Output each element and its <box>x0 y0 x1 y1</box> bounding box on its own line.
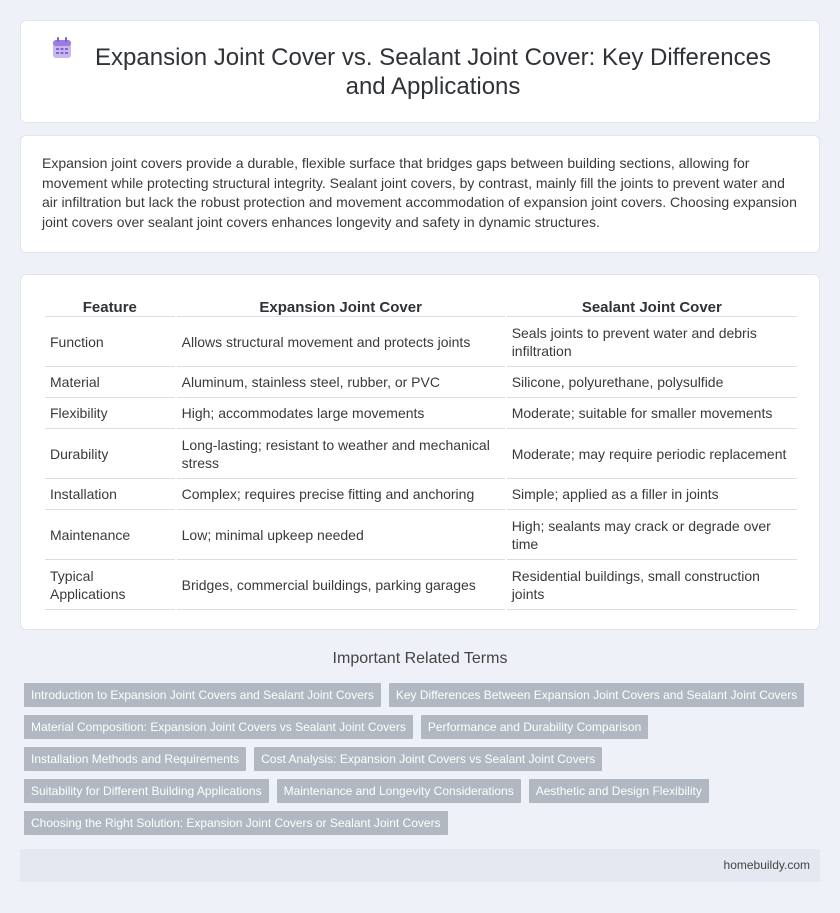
related-term-tag[interactable]: Aesthetic and Design Flexibility <box>529 779 709 803</box>
table-cell: Flexibility <box>45 398 175 429</box>
related-term-tag[interactable]: Cost Analysis: Expansion Joint Covers vs Sealant Joint Covers <box>254 747 602 771</box>
table-row <box>45 398 797 429</box>
intro-paragraph: Expansion joint covers provide a durable, flexible surface that bridges gaps between building sections, allowing for movement while protecting structural integrity. Sealant joint covers, by contrast, mainly fill the joints to prevent water and air infiltration but lack the robust protection and movement accommodation of expansion joint covers. Choosing expansion joint covers over sealant joint covers enhances longevity and safety in dynamic structures. <box>42 155 797 230</box>
table-cell: High; sealants may crack or degrade over time <box>507 510 797 560</box>
table-row <box>45 429 797 479</box>
related-terms-list <box>24 683 814 843</box>
related-term-tag[interactable]: Installation Methods and Requirements <box>24 747 246 771</box>
table-cell: Low; minimal upkeep needed <box>177 510 505 560</box>
table-cell: Simple; applied as a filler in joints <box>507 479 797 510</box>
table-cell: Typical Applications <box>45 560 175 610</box>
table-row <box>45 367 797 398</box>
footer-site-link[interactable]: homebuildy.com <box>723 858 810 872</box>
related-term-tag[interactable]: Key Differences Between Expansion Joint Covers and Sealant Joint Covers <box>389 683 804 707</box>
table-row <box>45 317 797 367</box>
header-expansion-joint-cover: Expansion Joint Cover <box>177 295 505 317</box>
table-cell: Maintenance <box>45 510 175 560</box>
intro-card <box>20 135 820 253</box>
table-cell: Silicone, polyurethane, polysulfide <box>507 367 797 398</box>
table-row <box>45 560 797 610</box>
related-term-tag[interactable]: Material Composition: Expansion Joint Covers vs Sealant Joint Covers <box>24 715 413 739</box>
table-cell: Installation <box>45 479 175 510</box>
related-term-tag[interactable]: Performance and Durability Comparison <box>421 715 648 739</box>
footer <box>20 849 820 882</box>
table-cell: Durability <box>45 429 175 479</box>
table-row <box>45 510 797 560</box>
table-row <box>45 479 797 510</box>
table-cell: Function <box>45 317 175 367</box>
comparison-table-card <box>20 274 820 630</box>
related-term-tag[interactable]: Maintenance and Longevity Considerations <box>277 779 521 803</box>
table-cell: Bridges, commercial buildings, parking garages <box>177 560 505 610</box>
table-cell: Moderate; may require periodic replacement <box>507 429 797 479</box>
table-cell: Allows structural movement and protects joints <box>177 317 505 367</box>
related-term-tag[interactable]: Introduction to Expansion Joint Covers and Sealant Joint Covers <box>24 683 381 707</box>
header-sealant-joint-cover: Sealant Joint Cover <box>507 295 797 317</box>
table-cell: Complex; requires precise fitting and anchoring <box>177 479 505 510</box>
related-term-tag[interactable]: Choosing the Right Solution: Expansion Joint Covers or Sealant Joint Covers <box>24 811 448 835</box>
table-cell: Moderate; suitable for smaller movements <box>507 398 797 429</box>
table-cell: Residential buildings, small construction joints <box>507 560 797 610</box>
related-terms-title: Important Related Terms <box>332 650 508 667</box>
table-cell: Seals joints to prevent water and debris infiltration <box>507 317 797 367</box>
header-feature: Feature <box>45 295 175 317</box>
table-cell: Material <box>45 367 175 398</box>
table-cell: Aluminum, stainless steel, rubber, or PVC <box>177 367 505 398</box>
table-cell: High; accommodates large movements <box>177 398 505 429</box>
page-title: Expansion Joint Cover vs. Sealant Joint Cover: Key Differences and Applications <box>95 44 771 100</box>
related-term-tag[interactable]: Suitability for Different Building Applications <box>24 779 269 803</box>
comparison-table <box>43 295 799 610</box>
table-cell: Long-lasting; resistant to weather and mechanical stress <box>177 429 505 479</box>
header-card <box>20 20 820 123</box>
